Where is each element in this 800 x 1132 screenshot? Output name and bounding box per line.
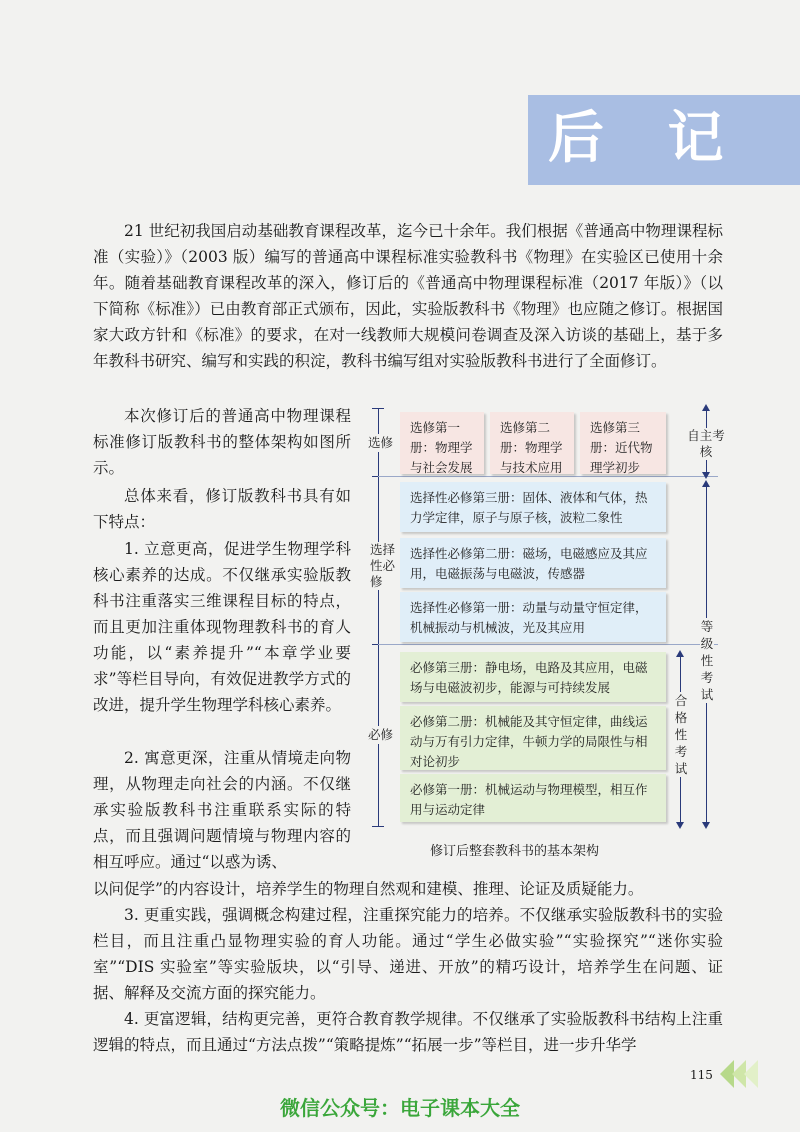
tick [372, 826, 384, 827]
label-xuanzexing-bixiu: 选择性必修 [370, 542, 400, 590]
label-hege-kaoshi: 合格性考试 [674, 693, 688, 776]
arrow-up [676, 650, 684, 657]
diagram-caption: 修订后整套教科书的基本架构 [430, 844, 600, 859]
tick [372, 408, 384, 409]
paragraph-feature-2: 2. 寓意更深，注重从情境走向物理，从物理走向社会的内涵。不仅继承实验版教科书注重联系实际的特点，而且强调问题情境与物理内容的相互呼应。通过“以惑为诱、 [93, 749, 351, 871]
arrow-up [702, 404, 710, 411]
paragraph-structure: 本次修订后的普通高中物理课程标准修订版教科书的整体架构如图所示。 [93, 407, 351, 477]
page-number: 115 [690, 1068, 713, 1082]
paragraph-feature-3: 3. 更重实践，强调概念构建过程，注重探究能力的培养。不仅继承实验版教科书的实验栏目，而且注重凸显物理实验的育人功能。通过“学生必做实验”“实验探究”“迷你实验室”“DIS 实验室”等实验版块，以“引导、递进、开放”的精巧设计，培养学生在问题、证据、解释及交流方面的探究能力。 [93, 906, 723, 1002]
label-zizhu-kaohe: 自主考核 [687, 428, 725, 459]
label-xuanxiu: 选修 [368, 435, 394, 450]
book-bixiu-2: 必修第二册：机械能及其守恒定律，曲线运动与万有引力定律，牛顿力学的局限性与相对论初步 [400, 706, 666, 770]
paragraph-features-intro: 总体来看，修订版教科书具有如下特点： [93, 487, 351, 531]
left-scale-line [378, 408, 379, 826]
book-xzbx-2: 选择性必修第二册：磁场，电磁感应及其应用，电磁振荡与电磁波，传感器 [400, 538, 666, 588]
label-bixiu: 必修 [368, 727, 394, 742]
book-xuanxiu-3: 选修第三册：近代物理学初步 [580, 412, 666, 474]
arrow-up [702, 480, 710, 487]
book-xuanxiu-2: 选修第二册：物理学与技术应用 [490, 412, 574, 474]
paragraph-feature-2-continued: 以问促学”的内容设计，培养学生的物理自然观和建模、推理、论证及质疑能力。 [93, 880, 644, 898]
arrow-down [676, 822, 684, 829]
arrow-down [702, 822, 710, 829]
arrow-down [702, 472, 710, 479]
page-title: 后 记 [548, 106, 746, 171]
book-xzbx-3: 选择性必修第三册：固体、液体和气体，热力学定律，原子与原子核，波粒二象性 [400, 482, 666, 532]
watermark-text: 微信公众号：电子课本大全 [280, 1096, 520, 1120]
intro-paragraph: 21 世纪初我国启动基础教育课程改革，迄今已十余年。我们根据《普通高中物理课程标准（实验）》（2003 版）编写的普通高中课程标准实验教科书《物理》在实验区已使用十余年。随着基础教育课程改革的深入，修订后的《普通高中物理课程标准（2017 年版）》（以下简称《标准》）已由教育部正式颁布，因此，实验版教科书《物理》也应随之修订。根据国家大政方针和《标准》的要求，在对一线教师大规模问卷调查及深入访谈的基础上，基于多年教科书研究、编写和实践的积淀，教科书编写组对实验版教科书进行了全面修订。 [93, 222, 723, 370]
book-xzbx-1: 选择性必修第一册：动量与动量守恒定律，机械振动与机械波，光及其应用 [400, 592, 666, 642]
paragraph-feature-4: 4. 更富逻辑，结构更完善，更符合教育教学规律。不仅继承了实验版教科书结构上注重逻辑的特点，而且通过“方法点拨”“策略提炼”“拓展一步”等栏目，进一步升华学 [93, 1010, 723, 1054]
book-xuanxiu-1: 选修第一册：物理学与社会发展 [400, 412, 484, 474]
book-bixiu-1: 必修第一册：机械运动与物理模型，相互作用与运动定律 [400, 774, 666, 822]
page-corner-arrows-icon [720, 1060, 760, 1088]
section-divider [378, 644, 718, 645]
paragraph-feature-1: 1. 立意更高，促进学生物理学科核心素养的达成。不仅继承实验版教科书注重落实三维课程目标的特点，而且更加注重体现物理教科书的育人功能，以“素养提升”“本章学业要求”等栏目导向，有效促进教学方式的改进，提升学生物理学科核心素养。 [93, 540, 351, 714]
textbook-structure-diagram [364, 402, 734, 832]
label-dengji-kaoshi: 等级性考试 [700, 619, 714, 702]
book-bixiu-3: 必修第三册：静电场，电路及其应用，电磁场与电磁波初步，能源与可持续发展 [400, 652, 666, 702]
